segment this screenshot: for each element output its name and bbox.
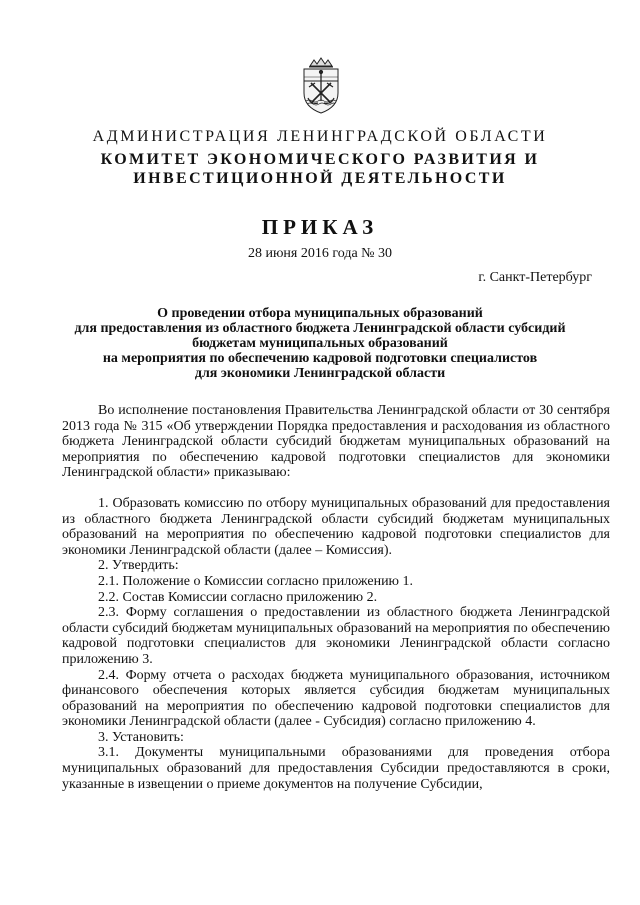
subject-line: для предоставления из областного бюджета Ленинградской области субсидий xyxy=(74,321,566,336)
org-name-committee xyxy=(0,150,640,188)
subject-line: для экономики Ленинградской области xyxy=(194,366,446,381)
document-body xyxy=(62,403,610,792)
document-date-number: 28 июня 2016 года № 30 xyxy=(247,246,393,261)
clause-3: 3. Установить: xyxy=(98,729,184,745)
document-title: ПРИКАЗ xyxy=(261,215,379,239)
subject-line: на мероприятия по обеспечению кадровой подготовки специалистов xyxy=(102,351,538,366)
clause-2-1: 2.1. Положение о Комиссии согласно приложению 1. xyxy=(98,573,414,589)
clause-2-2: 2.2. Состав Комиссии согласно приложению 2. xyxy=(98,589,378,605)
subject-line: бюджетам муниципальных образований xyxy=(192,336,448,351)
org-name-committee-line2: ИНВЕСТИЦИОННОЙ ДЕЯТЕЛЬНОСТИ xyxy=(133,170,507,187)
document-city: г. Санкт-Петербург xyxy=(478,270,592,285)
clause-3-1: 3.1. Документы муниципальными образованиями для проведения отбора муниципальных образований для предоставления Субсидии предоставляются в сроки, указанные в извещении о приеме документов на получение Субсидии, xyxy=(62,745,610,792)
org-name-committee-line1: КОМИТЕТ ЭКОНОМИЧЕСКОГО РАЗВИТИЯ И xyxy=(100,151,540,168)
clause-2-4: 2.4. Форму отчета о расходах бюджета муниципального образования, источником финансового обеспечения которых является субсидия бюджетам муниципальных образований на мероприятия по обеспечению кадровой подготовки специалистов для экономики Ленинградской области (далее - Субсидия) согласно приложению 4. xyxy=(62,667,610,730)
subject-line: О проведении отбора муниципальных образований xyxy=(157,306,483,321)
coat-of-arms-icon xyxy=(296,57,346,115)
clause-2-3: 2.3. Форму соглашения о предоставлении из областного бюджета Ленинградской области субсидий бюджетам муниципальных образований на мероприятия по обеспечению кадровой подготовки специалистов для экономики Ленинградской области согласно приложению 3. xyxy=(62,605,610,667)
clause-1: 1. Образовать комиссию по отбору муниципальных образований для предоставления из областного бюджета Ленинградской области субсидий бюджетам муниципальных образований на мероприятия по обеспечению кадровой подготовки специалистов для экономики Ленинградской области (далее – Комиссия). xyxy=(62,495,610,558)
preamble-paragraph: Во исполнение постановления Правительства Ленинградской области от 30 сентября 2013 года № 315 «Об утверждении Порядка предоставления и расходования из областного бюджета Ленинградской области субсидий бюджетам муниципальных образований на мероприятия по обеспечению кадровой подготовки специалистов для экономики Ленинградской области» приказываю: xyxy=(62,403,610,481)
clause-2: 2. Утвердить: xyxy=(98,558,179,574)
org-name-administration: АДМИНИСТРАЦИЯ ЛЕНИНГРАДСКОЙ ОБЛАСТИ xyxy=(92,128,548,145)
document-subject xyxy=(0,306,640,381)
